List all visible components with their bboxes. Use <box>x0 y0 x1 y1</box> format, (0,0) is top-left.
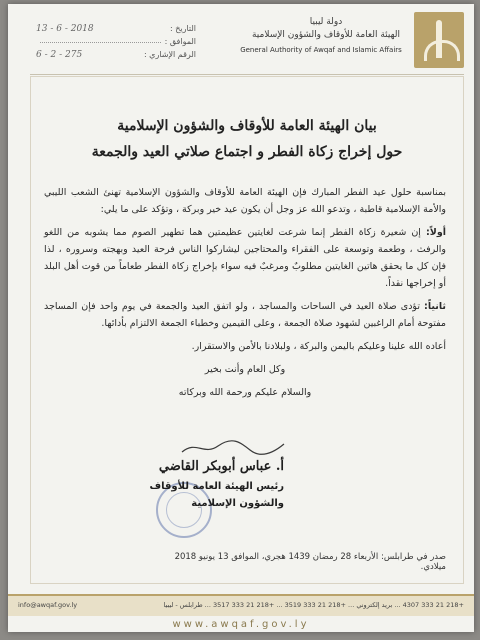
logo-dome-shape <box>424 40 460 61</box>
footer-contact-details: +218 21 333 4307 ... بريد إلكتروني ... +218 21 333 3519 ... +218 21 333 3517 ... طرابلس - ليبيا <box>163 601 464 609</box>
second-point-text: تؤدى صلاة العيد في الساحات والمساجد ، ولو اتفق العيد والجمعة في يوم واحد فإن المساجد مفتوحة أمام الراغبين لشهود صلاة الجمعة ، وعلى القيمين وخطباء الجمعة الالتزام بأدائها. <box>44 301 446 329</box>
first-point-text: إن شعيرة زكاة الفطر إنما شرعت لغايتين عظيمتين هما تطهير الصوم مما يشوبه من اللغو والرفث ، وطعمة وتوسعة على الفقراء والمحتاجين ليشاركوا الناس فرحة العيد وبهجته وسروره ، لذا فإن كل ما يحقق هاتين الغايتين مطلوبٌ ومرغبٌ فيه سواء بإخراج زكاة الفطر طعاماً من قوت أهل البلد أو إخراجها نقداً. <box>44 227 446 289</box>
first-point-paragraph <box>44 224 446 292</box>
signatory-name: أ. عباس أبوبكر القاضي <box>158 459 284 474</box>
footer-accent-stripe <box>8 594 474 596</box>
footer-email: info@awqaf.gov.ly <box>18 601 78 609</box>
header-divider <box>30 74 464 75</box>
date-value: 2018 - 6 - 13 <box>36 23 94 34</box>
second-point-paragraph <box>44 298 446 332</box>
handwritten-signature <box>178 438 288 458</box>
signatory-title <box>149 478 284 512</box>
awqaf-logo <box>414 12 464 68</box>
reference-row <box>36 48 196 61</box>
greeting-line: وكل العام وأنت بخير <box>204 364 286 375</box>
second-point-label: ثانياً: <box>424 301 446 312</box>
footer-website: www.awqaf.gov.ly <box>172 619 310 630</box>
logo-minaret-shape <box>436 20 442 58</box>
corresponding-row <box>36 35 196 48</box>
statement-title: بيان الهيئة العامة للأوقاف والشؤون الإسلامية <box>117 118 377 134</box>
blank-dotted-line <box>40 41 161 43</box>
corresponding-label: الموافق : <box>164 37 196 46</box>
date-label: التاريخ : <box>169 24 196 33</box>
intro-paragraph: بمناسبة حلول عيد الفطر المبارك فإن الهيئة العامة للأوقاف والشؤون الإسلامية تهنئ الشعب الليبي والأمة الإسلامية قاطبة ، وتدعو الله عز وجل أن يكون عيد خير وبركة ، وتؤكد على ما يلي: <box>44 187 446 215</box>
reference-label: الرقم الإشاري : <box>143 50 196 59</box>
reference-value: 275 - 2 - 6 <box>36 49 83 60</box>
salam-line: والسلام عليكم ورحمة الله وبركاته <box>178 387 312 398</box>
org-country-line: دولة ليبيا <box>309 17 343 27</box>
statement-body <box>44 184 446 407</box>
organization-name-english: General Authority of Awqaf and Islamic Affairs <box>240 46 402 54</box>
prayer-line: أعاده الله علينا وعليكم باليمن والبركة ، ولبلادنا بالأمن والاستقرار. <box>191 341 446 352</box>
organization-name-arabic <box>246 16 406 42</box>
document-meta <box>36 22 196 61</box>
document-page <box>8 4 474 632</box>
statement-subtitle: حول إخراج زكاة الفطر و اجتماع صلاتي العيد والجمعة <box>91 144 403 160</box>
org-authority-line: الهيئة العامة للأوقاف والشؤون الإسلامية <box>251 30 401 40</box>
issuance-note: صدر في طرابلس: الأربعاء 28 رمضان 1439 هجري، الموافق 13 يونيو 2018 ميلادي. <box>174 552 446 572</box>
signatory-title-line1: رئيس الهيئة العامة للأوقاف <box>149 481 284 492</box>
signatory-title-line2: والشؤون الإسلامية <box>191 498 284 509</box>
first-point-label: أولاً: <box>425 227 446 238</box>
footer-contact-bar <box>8 594 474 616</box>
date-row <box>36 22 196 35</box>
